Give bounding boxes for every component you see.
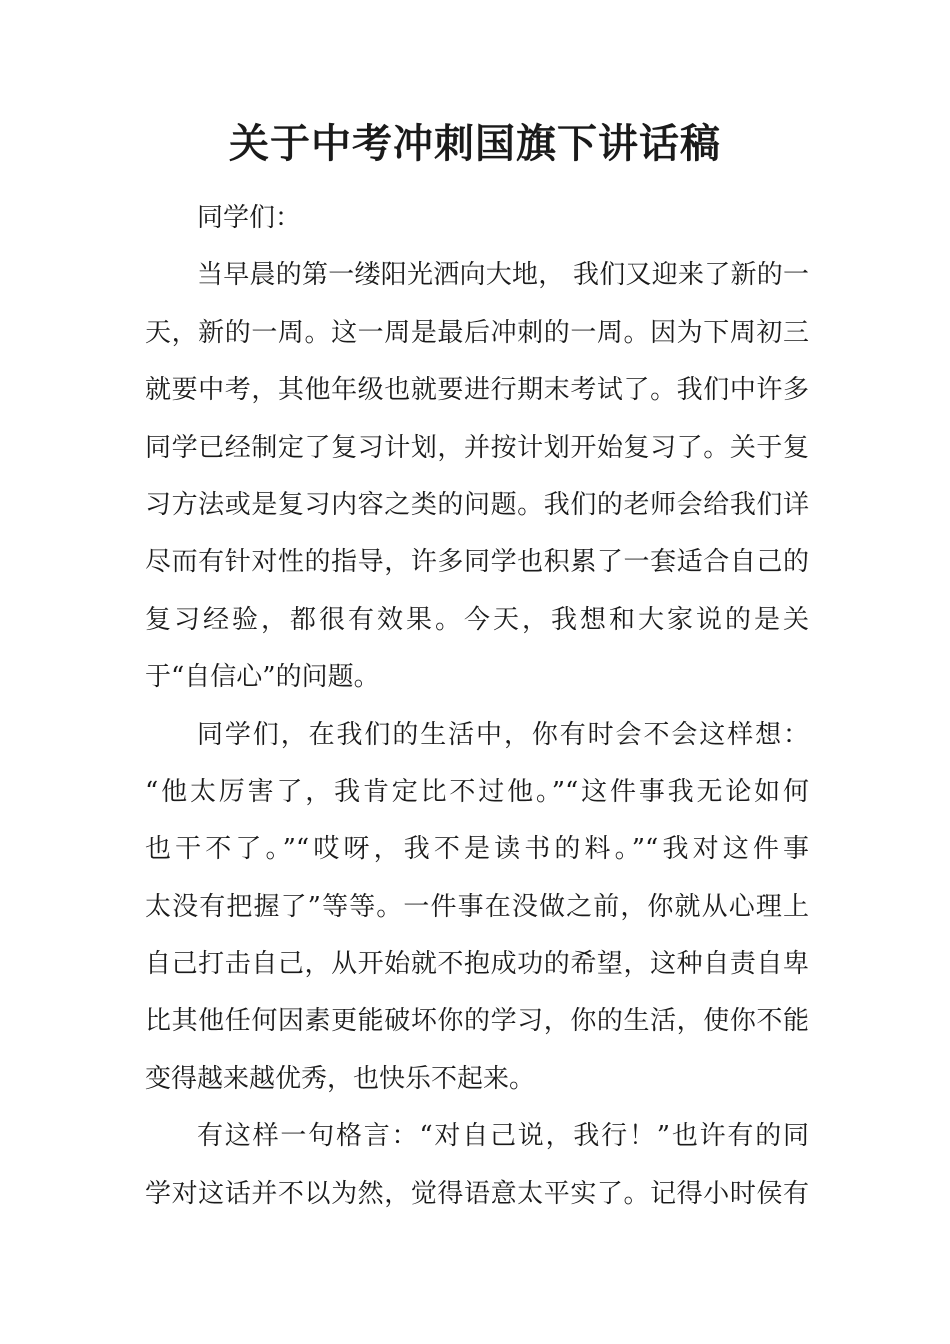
paragraph-2-line-2: “他太厉害了，我肯定比不过他。”“这件事我无论如何 <box>145 776 809 807</box>
salutation-line: 同学们： <box>197 203 302 233</box>
paragraph-2-line-4: 太没有把握了”等等。一件事在没做之前，你就从心理上 <box>145 891 809 922</box>
document-title: 关于中考冲刺国旗下讲话稿 <box>229 120 721 167</box>
paragraph-3-line-1: 有这样一句格言：“对自己说，我行！”也许有的同 <box>197 1121 809 1152</box>
paragraph-1-line-5: 习方法或是复习内容之类的问题。我们的老师会给我们详 <box>145 489 809 520</box>
paragraph-2-line-5: 自己打击自己，从开始就不抱成功的希望，这种自责自卑 <box>145 949 809 980</box>
document-body <box>145 190 809 1223</box>
paragraph-1-line-4: 同学已经制定了复习计划，并按计划开始复习了。关于复 <box>145 432 809 463</box>
paragraph-2-line-6: 比其他任何因素更能破坏你的学习，你的生活，使你不能 <box>145 1006 809 1037</box>
paragraph-3-line-2: 学对这话并不以为然，觉得语意太平实了。记得小时侯有 <box>145 1178 809 1209</box>
paragraph-1-line-7: 复习经验，都很有效果。今天，我想和大家说的是关 <box>145 604 809 635</box>
paragraph-2-line-3: 也干不了。”“哎呀，我不是读书的料。”“我对这件事 <box>145 834 809 865</box>
paragraph-2-line-1: 同学们，在我们的生活中，你有时会不会这样想： <box>197 719 809 750</box>
paragraph-2-line-7: 变得越来越优秀，也快乐不起来。 <box>145 1063 536 1094</box>
paragraph-1-line-8: 于“自信心”的问题。 <box>145 662 380 693</box>
paragraph-1-line-1: 当早晨的第一缕阳光洒向大地， 我们又迎来了新的一 <box>197 260 809 291</box>
paragraph-1-line-2: 天，新的一周。这一周是最后冲刺的一周。因为下周初三 <box>145 317 809 348</box>
paragraph-1-line-6: 尽而有针对性的指导，许多同学也积累了一套适合自己的 <box>145 547 809 578</box>
paragraph-1-line-3: 就要中考，其他年级也就要进行期末考试了。我们中许多 <box>145 375 809 406</box>
